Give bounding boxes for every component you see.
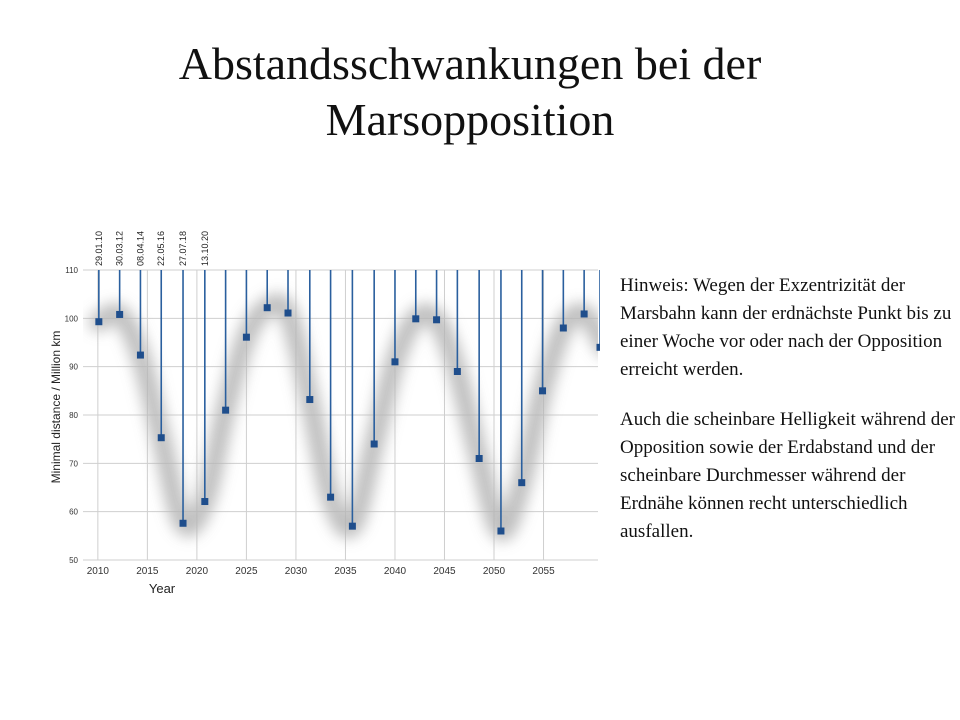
marker-7 [243, 334, 250, 341]
marker-0 [95, 318, 102, 325]
x-tick-2020: 2020 [185, 566, 209, 577]
marker-13 [371, 441, 378, 448]
marker-20 [518, 479, 525, 486]
date-label-2: 08.04.14 [135, 230, 146, 266]
x-tick-2010: 2010 [86, 566, 109, 577]
x-axis-label: Year [148, 581, 176, 596]
marker-15 [412, 315, 419, 322]
marker-24 [597, 344, 601, 351]
marker-23 [581, 310, 588, 317]
date-labels [94, 231, 210, 266]
y-tick-100: 100 [64, 314, 78, 324]
marker-2 [137, 352, 144, 359]
date-label-0: 29.01.10 [93, 230, 104, 266]
marker-9 [285, 310, 292, 317]
marker-12 [349, 523, 356, 530]
y-tick-labels [65, 266, 79, 565]
y-tick-50: 50 [69, 556, 78, 565]
marker-8 [264, 304, 271, 311]
x-tick-2030: 2030 [284, 566, 308, 577]
y-tick-80: 80 [69, 411, 78, 420]
y-tick-60: 60 [69, 507, 78, 517]
y-tick-110: 110 [65, 266, 78, 275]
marker-5 [201, 498, 208, 505]
x-tick-2050: 2050 [482, 566, 506, 577]
date-label-4: 27.07.18 [178, 230, 189, 266]
marker-17 [454, 368, 461, 375]
marker-3 [158, 434, 165, 441]
marker-21 [539, 387, 546, 394]
x-tick-2025: 2025 [235, 566, 258, 577]
slide-title-line-2: Marsopposition [325, 94, 615, 145]
date-label-5: 13.10.20 [199, 230, 210, 266]
marker-14 [391, 358, 398, 365]
slide-title-line-1: Abstandsschwankungen bei der [178, 38, 762, 89]
marker-19 [497, 528, 504, 535]
date-label-3: 22.05.16 [156, 230, 167, 266]
x-tick-2040: 2040 [383, 566, 407, 577]
y-axis-label: Minimal distance / Million km [49, 330, 63, 484]
note-box [620, 272, 955, 568]
x-tick-2015: 2015 [136, 566, 159, 577]
y-tick-70: 70 [69, 459, 78, 469]
note-eccentricity: Hinweis: Wegen der Exzentrizität der Marsbahn kann der erdnächste Punkt bis zu einer Woche vor oder nach der Opposition erreicht werden. [620, 275, 952, 380]
x-tick-2035: 2035 [334, 566, 357, 577]
marker-10 [306, 396, 313, 403]
note-brightness: Auch die scheinbare Helligkeit während der Opposition sowie der Erdabstand und der scheinbare Durchmesser während der Erdnähe können recht unterschiedlich ausfallen. [620, 409, 956, 542]
y-tick-90: 90 [69, 362, 78, 372]
date-label-1: 30.03.12 [114, 230, 125, 266]
marker-11 [327, 494, 334, 501]
x-tick-2055: 2055 [532, 566, 555, 577]
distance-trend-band [99, 303, 600, 531]
marker-18 [476, 455, 483, 462]
marker-16 [433, 316, 440, 323]
marker-4 [180, 520, 187, 527]
marker-22 [560, 325, 567, 332]
x-tick-2045: 2045 [433, 566, 456, 577]
x-tick-labels [87, 566, 555, 577]
distance-chart [40, 215, 600, 605]
marker-1 [116, 311, 123, 318]
slide-title [60, 36, 880, 148]
marker-6 [222, 407, 229, 414]
